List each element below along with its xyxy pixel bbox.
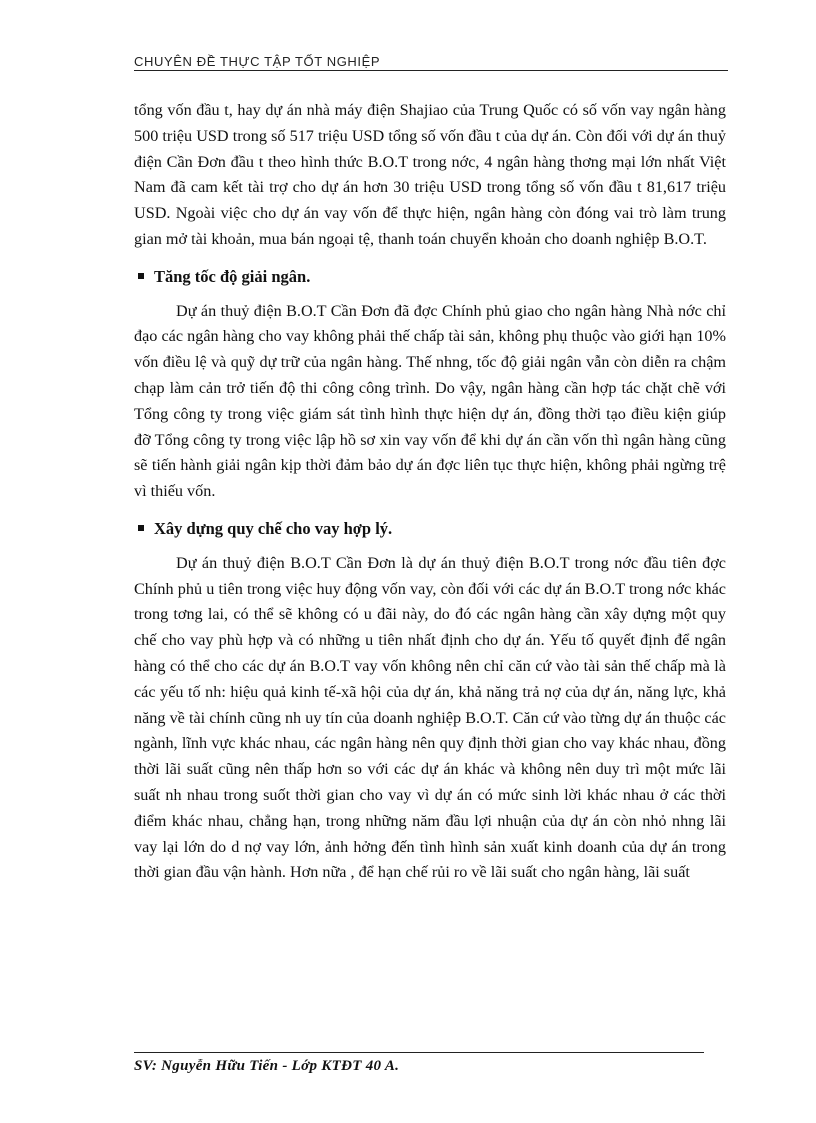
- square-bullet-icon: [138, 273, 144, 279]
- page-header: [134, 52, 728, 71]
- section-heading-1-text: Tăng tốc độ giải ngân.: [154, 266, 311, 286]
- section-heading-2: [134, 516, 726, 542]
- section-heading-1: [134, 264, 726, 290]
- paragraph-1: tổng vốn đầu t, hay dự án nhà máy điện Shajiao của Trung Quốc có số vốn vay ngân hàng 500 triệu USD trong số 517 triệu USD tổng số vốn đầu t của dự án. Còn đối với dự án thuỷ điện Cần Đơn đầu t theo hình thức B.O.T trong nớc, 4 ngân hàng thơng mại lớn nhất Việt Nam đã cam kết tài trợ cho dự án hơn 30 triệu USD trong tổng số vốn đầu t 81,617 triệu USD. Ngoài việc cho dự án vay vốn để thực hiện, ngân hàng còn đóng vai trò làm trung gian mở tài khoản, mua bán ngoại tệ, thanh toán chuyển khoản cho doanh nghiệp B.O.T.: [134, 101, 726, 248]
- paragraph-2: Dự án thuỷ điện B.O.T Cần Đơn đã đợc Chính phủ giao cho ngân hàng Nhà nớc chỉ đạo các ngân hàng cho vay không phải thế chấp tài sản, không phụ thuộc vào giới hạn 10% vốn điều lệ và quỹ dự trữ của ngân hàng. Thế nhng, tốc độ giải ngân vẫn còn diễn ra chậm chạp làm cản trở tiến độ thi công công trình. Do vậy, ngân hàng cần hợp tác chặt chẽ với Tổng công ty trong việc giám sát tình hình thực hiện dự án, đồng thời tạo điều kiện giúp đỡ Tổng công ty trong việc lập hồ sơ xin vay vốn để khi dự án cần vốn thì ngân hàng cũng sẽ tiến hành giải ngân kịp thời đảm bảo dự án đợc liên tục thực hiện, không phải ngừng trệ vì thiếu vốn.: [134, 301, 726, 501]
- footer-author: SV: Nguyễn Hữu Tiến - Lớp KTĐT 40 A.: [134, 1058, 400, 1074]
- header-title: CHUYÊN ĐỀ THỰC TẬP TỐT NGHIỆP: [134, 54, 381, 69]
- paragraph-3: Dự án thuỷ điện B.O.T Cần Đơn là dự án thuỷ điện B.O.T trong nớc đầu tiên đợc Chính phủ u tiên trong việc huy động vốn vay, còn đối với các dự án B.O.T trong nớc khác trong tơng lai, có thể sẽ không có u đãi này, do đó các ngân hàng cần xây dựng một quy chế cho vay phù hợp và có những u tiên nhất định cho dự án. Yếu tố quyết định để ngân hàng có thể cho các dự án B.O.T vay vốn không nên chỉ căn cứ vào tài sản thế chấp mà là các yếu tố nh: hiệu quả kinh tế-xã hội của dự án, khả năng trả nợ của dự án, năng lực, khả năng về tài chính cũng nh uy tín của doanh nghiệp B.O.T. Căn cứ vào từng dự án thuộc các ngành, lĩnh vực khác nhau, các ngân hàng nên quy định thời gian cho vay khác nhau, đồng thời lãi suất cũng nên thấp hơn so với các dự án khác và không nên duy trì một mức lãi suất nh nhau trong suốt thời gian cho vay vì dự án có mức sinh lời khác nhau ở các thời điểm khác nhau, chẳng hạn, trong những năm đầu lợi nhuận của dự án còn nhỏ nhng lãi vay lại lớn do d nợ vay lớn, ảnh hởng đến tình hình sản xuất kinh doanh của dự án trong thời gian đầu vận hành. Hơn nữa , để hạn chế rủi ro về lãi suất cho ngân hàng, lãi suất: [134, 553, 726, 882]
- square-bullet-icon: [138, 525, 144, 531]
- section-heading-2-text: Xây dựng quy chế cho vay hợp lý.: [154, 518, 393, 538]
- footer-divider: [134, 1052, 704, 1053]
- document-body: [134, 98, 726, 886]
